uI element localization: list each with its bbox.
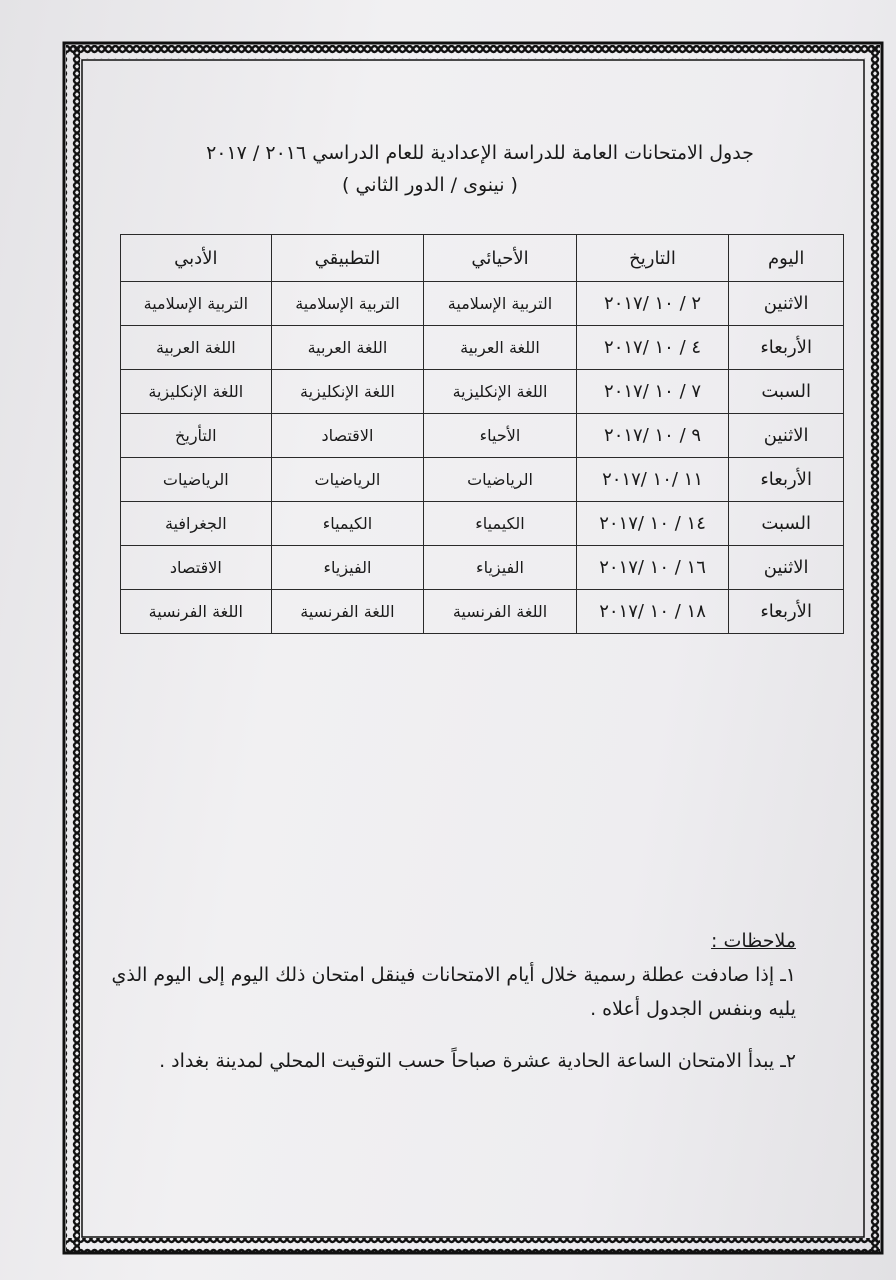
cell-literary: اللغة الإنكليزية	[121, 370, 272, 414]
cell-date: ٩ / ١٠ /٢٠١٧	[576, 414, 729, 458]
cell-literary: التربية الإسلامية	[121, 282, 272, 326]
note-item-1: ١ـ إذا صادفت عطلة رسمية خلال أيام الامتحانات فينقل امتحان ذلك اليوم إلى اليوم الذي يليه وبنفس الجدول أعلاه .	[111, 964, 796, 1020]
cell-date: ٢ / ١٠ /٢٠١٧	[576, 282, 729, 326]
table-row	[121, 502, 844, 546]
table-row	[121, 370, 844, 414]
table-row	[121, 282, 844, 326]
cell-biology: اللغة الفرنسية	[424, 590, 577, 634]
cell-literary: الرياضيات	[121, 458, 272, 502]
cell-date: ٧ / ١٠ /٢٠١٧	[576, 370, 729, 414]
cell-biology: اللغة الإنكليزية	[424, 370, 577, 414]
table-row	[121, 414, 844, 458]
cell-biology: الكيمياء	[424, 502, 577, 546]
cell-biology: التربية الإسلامية	[424, 282, 577, 326]
cell-day: الأربعاء	[729, 326, 844, 370]
cell-applied: الفيزياء	[271, 546, 424, 590]
cell-date: ٤ / ١٠ /٢٠١٧	[576, 326, 729, 370]
cell-applied: الاقتصاد	[271, 414, 424, 458]
cell-biology: الأحياء	[424, 414, 577, 458]
table-row	[121, 458, 844, 502]
cell-applied: الكيمياء	[271, 502, 424, 546]
cell-biology: اللغة العربية	[424, 326, 577, 370]
cell-date: ١٨ / ١٠ /٢٠١٧	[576, 590, 729, 634]
cell-biology: الرياضيات	[424, 458, 577, 502]
table-row	[121, 546, 844, 590]
cell-date: ١١ /١٠ /٢٠١٧	[576, 458, 729, 502]
header-applied: التطبيقي	[271, 235, 424, 282]
cell-day: الاثنين	[729, 414, 844, 458]
cell-applied: الرياضيات	[271, 458, 424, 502]
cell-day: الأربعاء	[729, 590, 844, 634]
cell-literary: التأريخ	[121, 414, 272, 458]
header-day: اليوم	[729, 235, 844, 282]
page-subtitle: ( نينوى / الدور الثاني )	[342, 174, 518, 196]
notes-heading: ملاحظات :	[711, 930, 796, 952]
cell-date: ١٤ / ١٠ /٢٠١٧	[576, 502, 729, 546]
cell-biology: الفيزياء	[424, 546, 577, 590]
cell-literary: اللغة العربية	[121, 326, 272, 370]
cell-day: الاثنين	[729, 546, 844, 590]
note-item-2: ٢ـ يبدأ الامتحان الساعة الحادية عشرة صباحاً حسب التوقيت المحلي لمدينة بغداد .	[159, 1050, 796, 1072]
cell-date: ١٦ / ١٠ /٢٠١٧	[576, 546, 729, 590]
cell-day: السبت	[729, 502, 844, 546]
table-header-row	[121, 235, 844, 282]
table-row	[121, 326, 844, 370]
cell-literary: اللغة الفرنسية	[121, 590, 272, 634]
cell-day: الاثنين	[729, 282, 844, 326]
page-title: جدول الامتحانات العامة للدراسة الإعدادية للعام الدراسي ٢٠١٦ / ٢٠١٧	[206, 142, 754, 164]
cell-applied: التربية الإسلامية	[271, 282, 424, 326]
header-literary: الأدبي	[121, 235, 272, 282]
cell-applied: اللغة الفرنسية	[271, 590, 424, 634]
cell-applied: اللغة الإنكليزية	[271, 370, 424, 414]
cell-literary: الاقتصاد	[121, 546, 272, 590]
cell-literary: الجغرافية	[121, 502, 272, 546]
header-date: التاريخ	[576, 235, 729, 282]
cell-day: الأربعاء	[729, 458, 844, 502]
exam-schedule-table	[120, 234, 844, 634]
cell-applied: اللغة العربية	[271, 326, 424, 370]
table-row	[121, 590, 844, 634]
cell-day: السبت	[729, 370, 844, 414]
header-biology: الأحيائي	[424, 235, 577, 282]
